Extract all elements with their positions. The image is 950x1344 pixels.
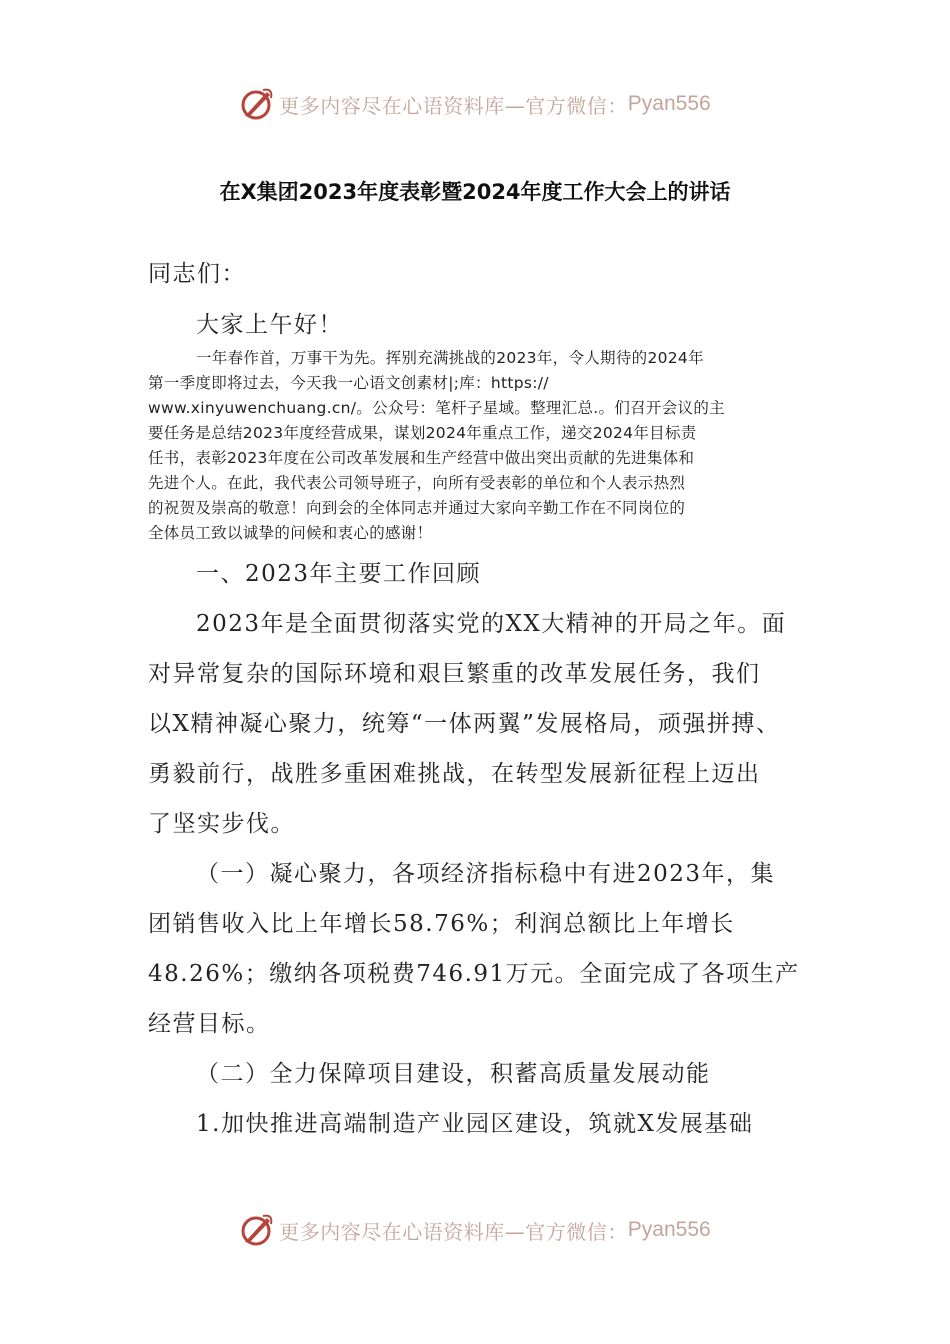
intro-line: 要任务是总结2023年度经营成果，谋划2024年重点工作，递交2024年目标责	[148, 424, 697, 442]
intro-line: 的祝贺及崇高的敬意！向到会的全体同志并通过大家向辛勤工作在不同岗位的	[148, 499, 686, 517]
watermark-banner-top	[0, 82, 950, 126]
quill-logo-icon	[239, 86, 275, 122]
watermark-text: 更多内容尽在心语资料库—官方微信：	[279, 93, 628, 118]
intro-line: 全体员工致以诚挚的问候和衷心的感谢！	[148, 524, 433, 542]
paragraph-line: 48.26%；缴纳各项税费746.91万元。全面完成了各项生产	[148, 961, 800, 987]
paragraph-line: 以X精神凝心聚力，统筹“一体两翼”发展格局，顽强拼搏、	[148, 711, 781, 737]
section-heading: 一、2023年主要工作回顾	[196, 561, 482, 587]
paragraph-line: 了坚实步伐。	[148, 811, 295, 837]
document-title: 在X集团2023年度表彰暨2024年度工作大会上的讲话	[219, 180, 731, 204]
paragraph-line: 勇毅前行，战胜多重困难挑战，在转型发展新征程上迈出	[148, 761, 761, 787]
paragraph-line: 团销售收入比上年增长58.76%；利润总额比上年增长	[148, 911, 735, 937]
intro-line: 任书，表彰2023年度在公司改革发展和生产经营中做出突出贡献的先进集体和	[148, 449, 695, 467]
watermark-text: 更多内容尽在心语资料库—官方微信：	[279, 1219, 628, 1244]
watermark-handle: Pyan556	[627, 1218, 711, 1241]
subsection-heading: （二）全力保障项目建设，积蓄高质量发展动能	[196, 1061, 711, 1087]
quill-logo-icon	[239, 1212, 275, 1248]
intro-line: 先进个人。在此，我代表公司领导班子，向所有受表彰的单位和个人表示热烈	[148, 474, 686, 492]
list-item: 1.加快推进高端制造产业园区建设，筑就X发展基础	[196, 1111, 754, 1137]
greeting: 大家上午好！	[196, 312, 343, 338]
salutation: 同志们：	[148, 261, 246, 287]
intro-line: www.xinyuwenchuang.cn/。公众号：笔杆子星域。整理汇总.。们召开会议的主	[148, 399, 725, 417]
intro-line: 第一季度即将过去，今天我一心语文创素材|;库：https://	[148, 374, 549, 392]
paragraph-line: 2023年是全面贯彻落实党的XX大精神的开局之年。面	[196, 611, 787, 637]
intro-line: 一年春作首，万事干为先。挥别充满挑战的2023年，令人期待的2024年	[196, 349, 704, 367]
watermark-handle: Pyan556	[627, 92, 711, 115]
paragraph-line: 经营目标。	[148, 1011, 271, 1037]
watermark-banner-bottom	[0, 1208, 950, 1252]
paragraph-line: 对异常复杂的国际环境和艰巨繁重的改革发展任务，我们	[148, 661, 761, 687]
paragraph-line: （一）凝心聚力，各项经济指标稳中有进2023年，集	[196, 861, 776, 887]
